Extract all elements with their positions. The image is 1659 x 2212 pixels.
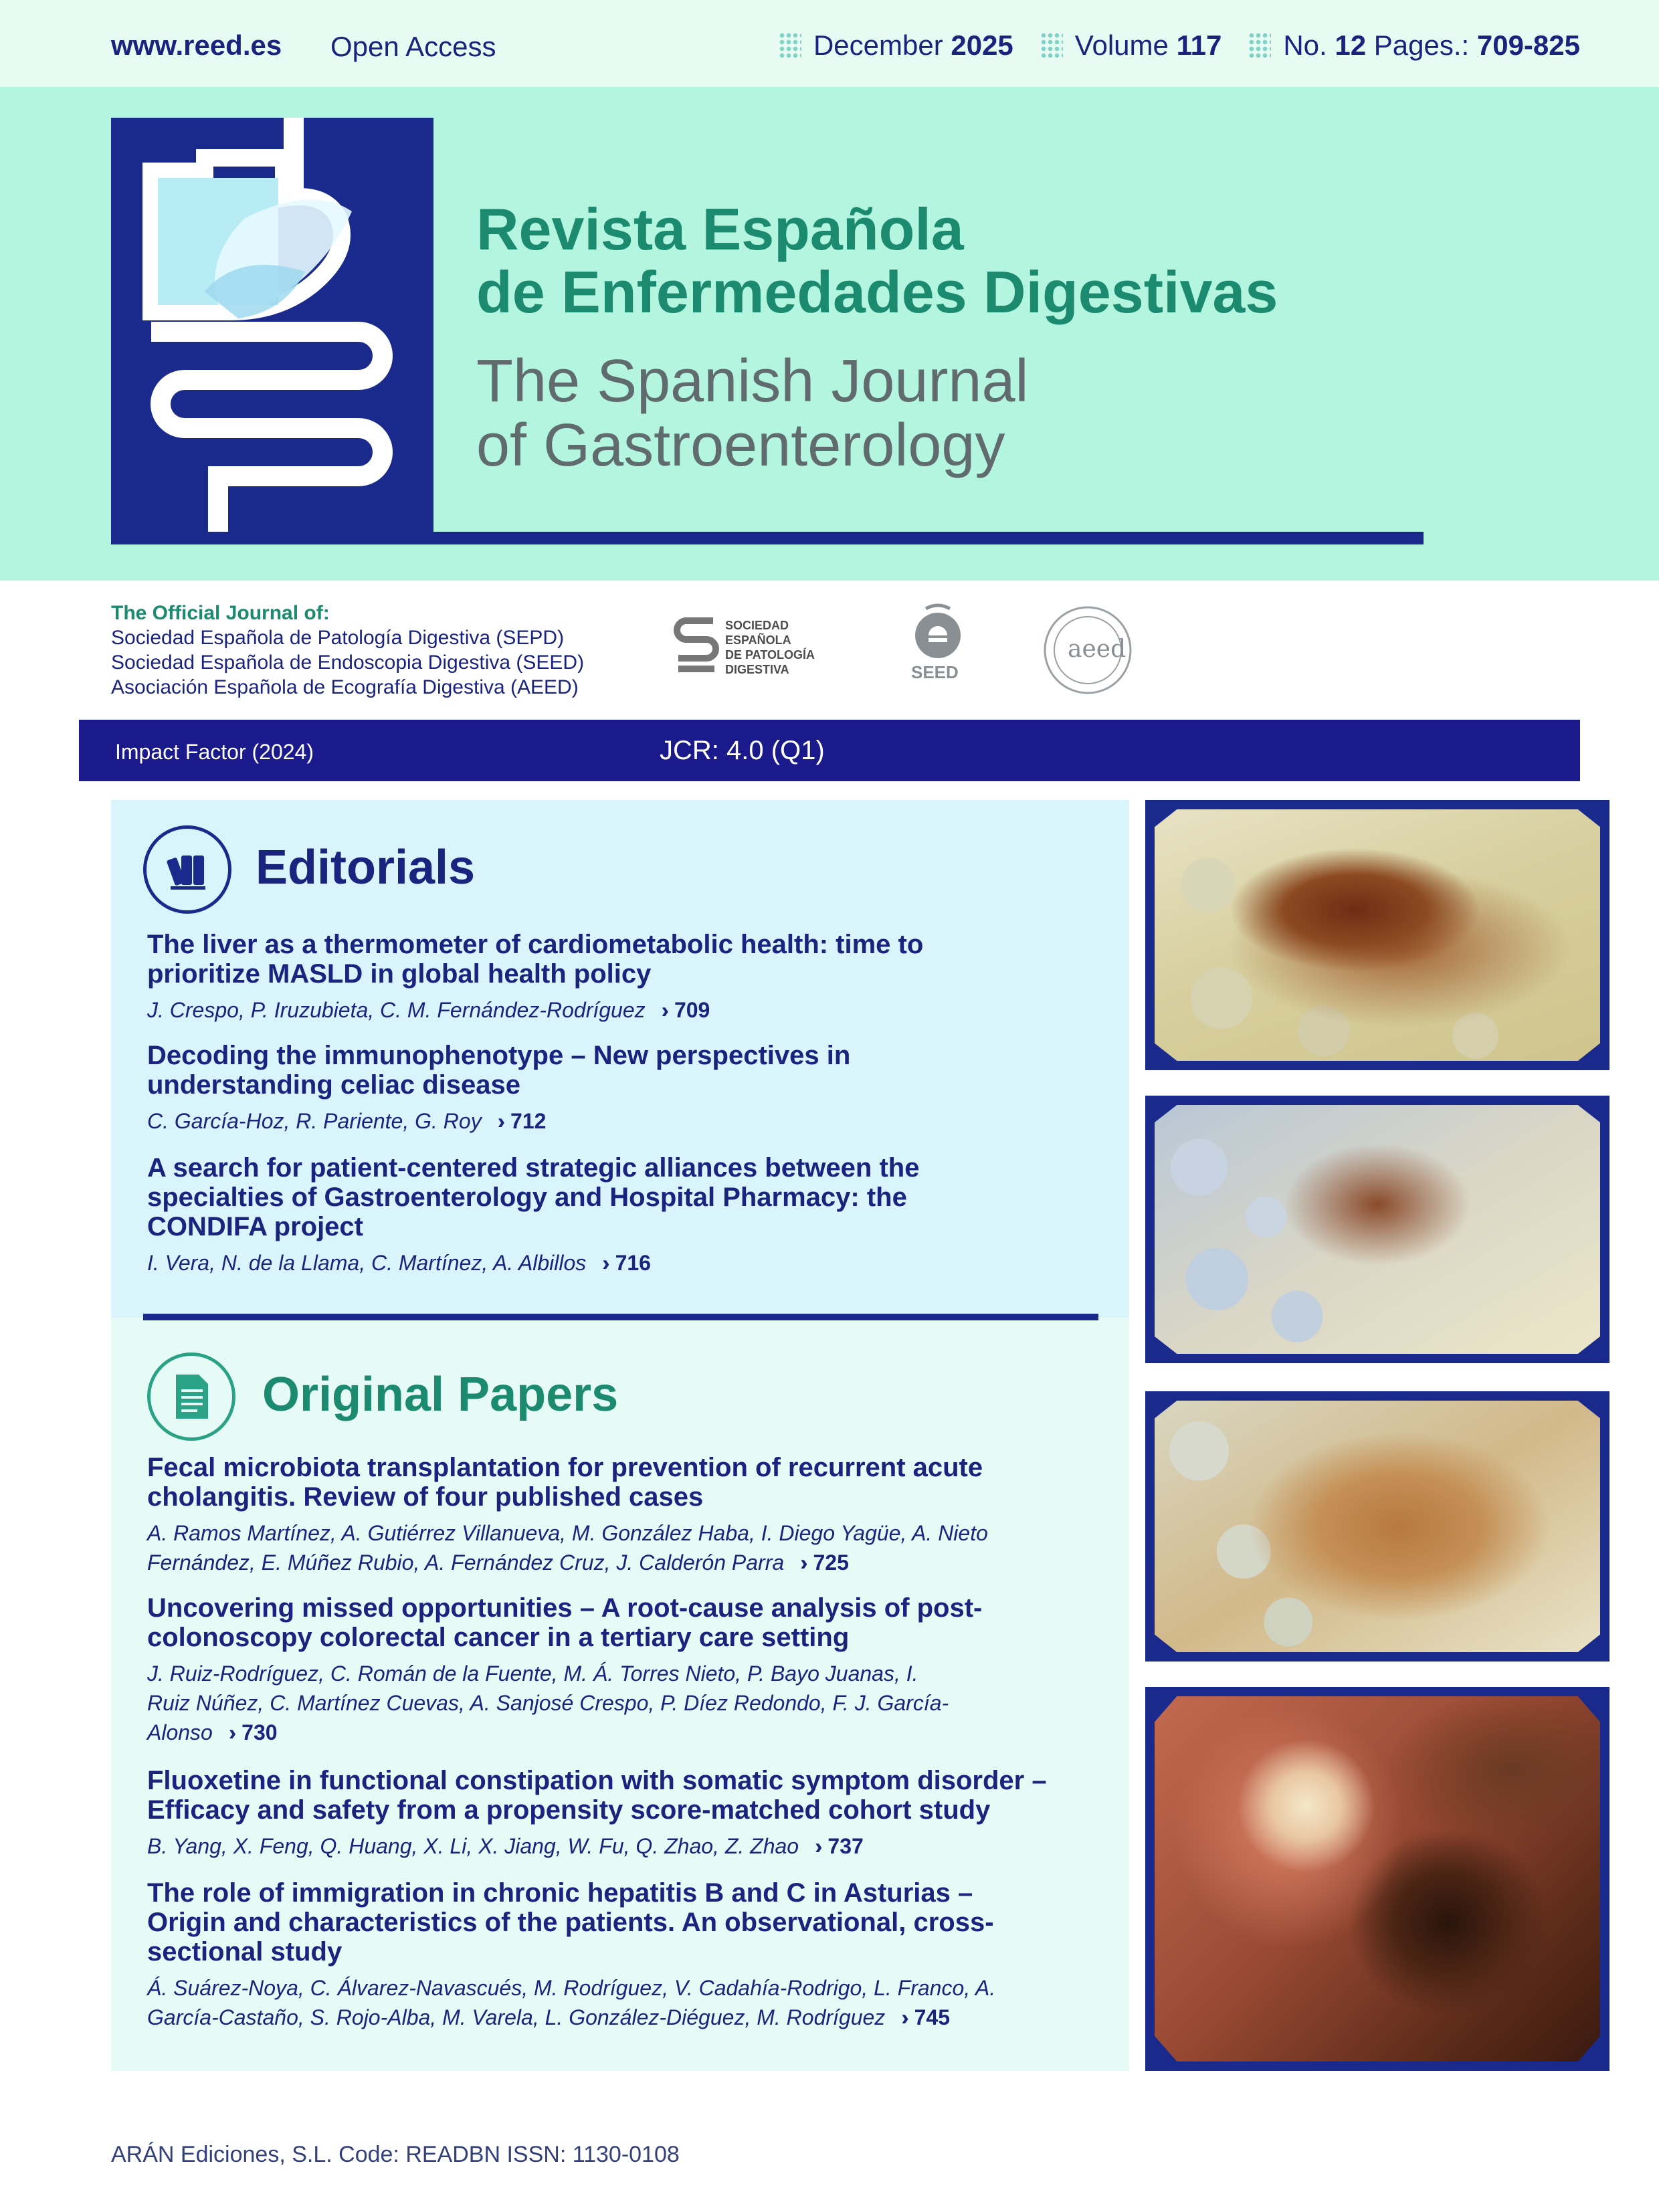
page-ref[interactable]: [901, 2005, 950, 2029]
official-heading: The Official Journal of:: [111, 602, 330, 624]
sepd-logo: [673, 614, 827, 685]
pages-label: Pages.:: [1373, 29, 1470, 61]
double-chevron-icon: ››: [602, 1251, 603, 1275]
double-chevron-icon: ››: [800, 1550, 801, 1575]
aeed-text: aeed: [1068, 635, 1127, 663]
volume-label: Volume: [1074, 29, 1169, 61]
seed-text: SEED: [911, 662, 959, 682]
sepd-text-2: ESPAÑOLA: [725, 633, 791, 647]
article-authors: B. Yang, X. Feng, Q. Huang, X. Li, X. Jiang, W. Fu, Q. Zhao, Z. Zhao: [147, 1834, 799, 1858]
page-number: 725: [813, 1550, 849, 1575]
title-es-line-1: Revista Española: [476, 196, 964, 262]
section-divider: [143, 1314, 1098, 1320]
aeed-logo: [1041, 603, 1135, 697]
dots-icon: [779, 32, 801, 59]
page-range: 709-825: [1476, 29, 1580, 61]
issue-number: 12: [1335, 29, 1367, 61]
page-ref[interactable]: [498, 1109, 547, 1133]
title-es-line-2: de Enfermedades Digestivas: [476, 259, 1278, 325]
double-chevron-icon: ››: [661, 998, 662, 1022]
page-number: 730: [241, 1720, 278, 1744]
article-title[interactable]: Uncovering missed opportunities – A root-cause analysis of post-colonoscopy colorectal cancer in a tertiary care setting: [147, 1593, 983, 1652]
open-access-label: Open Access: [330, 31, 496, 62]
page-number: 737: [827, 1834, 864, 1858]
article-title[interactable]: The role of immigration in chronic hepatitis B and C in Asturias – Origin and characteristics of the patients. An observational, cross-sectional study: [147, 1878, 994, 1967]
article-authors: Á. Suárez-Noya, C. Álvarez-Navascués, M. Rodríguez, V. Cadahía-Rodrigo, L. Franco, A. García-Castaño, S. Rojo-Alba, M. Varela, L. González-Diéguez, M. Rodríguez: [147, 1976, 996, 2029]
double-chevron-icon: ››: [497, 1109, 499, 1133]
issue-month: December: [813, 29, 943, 61]
article-authors: A. Ramos Martínez, A. Gutiérrez Villanueva, M. González Haba, I. Diego Yagüe, A. Nieto Fernández, E. Múñez Rubio, A. Fernández Cruz, J. Calderón Parra: [147, 1521, 988, 1575]
article-authors: J. Ruiz-Rodríguez, C. Román de la Fuente, M. Á. Torres Nieto, P. Bayo Juanas, I. Ruiz Núñez, C. Martínez Cuevas, A. Sanjosé Crespo, P. Díez Redondo, F. J. García-Alonso: [147, 1662, 949, 1744]
jcr-value: JCR: 4.0 (Q1): [660, 736, 825, 765]
sepd-s-icon: [673, 614, 720, 685]
article-title[interactable]: Fecal microbiota transplantation for prevention of recurrent acute cholangitis. Review of four published cases: [147, 1453, 983, 1512]
page-ref[interactable]: [800, 1550, 849, 1575]
original-papers-heading: Original Papers: [262, 1368, 619, 1421]
page-ref[interactable]: [602, 1251, 651, 1275]
histology-stain-brown: [1155, 809, 1600, 1061]
endoscopy-image: [1145, 1687, 1609, 2071]
books-icon: [143, 825, 231, 914]
original-article-3[interactable]: [147, 1766, 1110, 1861]
editorial-article-3[interactable]: [147, 1153, 1110, 1278]
page-number: 745: [914, 2005, 950, 2029]
histology-image-3: [1145, 1391, 1609, 1662]
histology-stain-tan: [1155, 1401, 1600, 1652]
title-en-line-2: of Gastroenterology: [476, 412, 1005, 479]
volume-number: 117: [1176, 29, 1222, 61]
histology-image-1: [1145, 800, 1609, 1070]
digestive-tract-logo-icon: [111, 118, 433, 544]
article-title[interactable]: Decoding the immunophenotype – New perspectives in understanding celiac disease: [147, 1041, 851, 1100]
dots-icon: [1248, 32, 1271, 59]
histology-image-2: [1145, 1096, 1609, 1363]
histology-stain-blue: [1155, 1105, 1600, 1354]
article-title[interactable]: The liver as a thermometer of cardiometabolic health: time to prioritize MASLD in global health policy: [147, 930, 924, 989]
society-seed: Sociedad Española de Endoscopia Digestiva (SEED): [111, 651, 585, 674]
page-number: 716: [615, 1251, 651, 1275]
impact-factor-label: Impact Factor (2024): [115, 740, 314, 764]
article-title[interactable]: A search for patient-centered strategic alliances between the specialties of Gastroenterology and Hospital Pharmacy: the CONDIFA project: [147, 1153, 920, 1241]
sepd-text-4: DIGESTIVA: [725, 663, 789, 676]
article-authors: I. Vera, N. de la Llama, C. Martínez, A. Albillos: [147, 1251, 587, 1275]
document-icon: [147, 1352, 235, 1441]
issue-meta: [779, 29, 1580, 62]
seed-mark-icon: [906, 602, 970, 666]
website-link[interactable]: www.reed.es: [111, 29, 282, 61]
official-journal-block: [111, 601, 584, 700]
page-ref[interactable]: [815, 1834, 864, 1858]
dots-icon: [1040, 32, 1063, 59]
article-authors: C. García-Hoz, R. Pariente, G. Roy: [147, 1109, 482, 1133]
page-number: 712: [510, 1109, 547, 1133]
issue-year: 2025: [951, 29, 1013, 61]
sepd-text-3: DE PATOLOGÍA: [725, 648, 815, 662]
original-article-4[interactable]: [147, 1878, 1110, 2032]
journal-title-english: [476, 349, 1029, 478]
impact-factor-bar: [79, 720, 1580, 781]
page-number: 709: [674, 998, 710, 1022]
page-ref[interactable]: [662, 998, 710, 1022]
journal-title-spanish: [476, 198, 1278, 324]
endoscopy-lesion: [1155, 1696, 1600, 2062]
double-chevron-icon: ››: [815, 1834, 816, 1858]
number-label: No.: [1283, 29, 1327, 61]
original-article-2[interactable]: [147, 1593, 1110, 1747]
editorial-article-1[interactable]: [147, 930, 1110, 1025]
double-chevron-icon: ››: [228, 1720, 230, 1744]
double-chevron-icon: ››: [901, 2005, 902, 2029]
editorial-article-2[interactable]: [147, 1041, 1110, 1136]
publisher-footer: ARÁN Ediciones, S.L. Code: READBN ISSN: 1130-0108: [111, 2142, 680, 2167]
top-bar: [0, 0, 1659, 87]
society-sepd: Sociedad Española de Patología Digestiva (SEPD): [111, 627, 565, 649]
article-authors: J. Crespo, P. Iruzubieta, C. M. Fernández-Rodríguez: [147, 998, 646, 1022]
editorials-heading: Editorials: [256, 841, 476, 894]
title-en-line-1: The Spanish Journal: [476, 348, 1029, 415]
society-aeed: Asociación Española de Ecografía Digestiva (AEED): [111, 676, 579, 698]
article-title[interactable]: Fluoxetine in functional constipation with somatic symptom disorder – Efficacy and safety from a propensity score-matched cohort study: [147, 1766, 1047, 1825]
sepd-text-1: SOCIEDAD: [725, 619, 789, 632]
seed-logo: [906, 602, 970, 682]
original-article-1[interactable]: [147, 1453, 1110, 1577]
page-ref[interactable]: [229, 1720, 278, 1744]
masthead-rule: [111, 532, 1424, 544]
